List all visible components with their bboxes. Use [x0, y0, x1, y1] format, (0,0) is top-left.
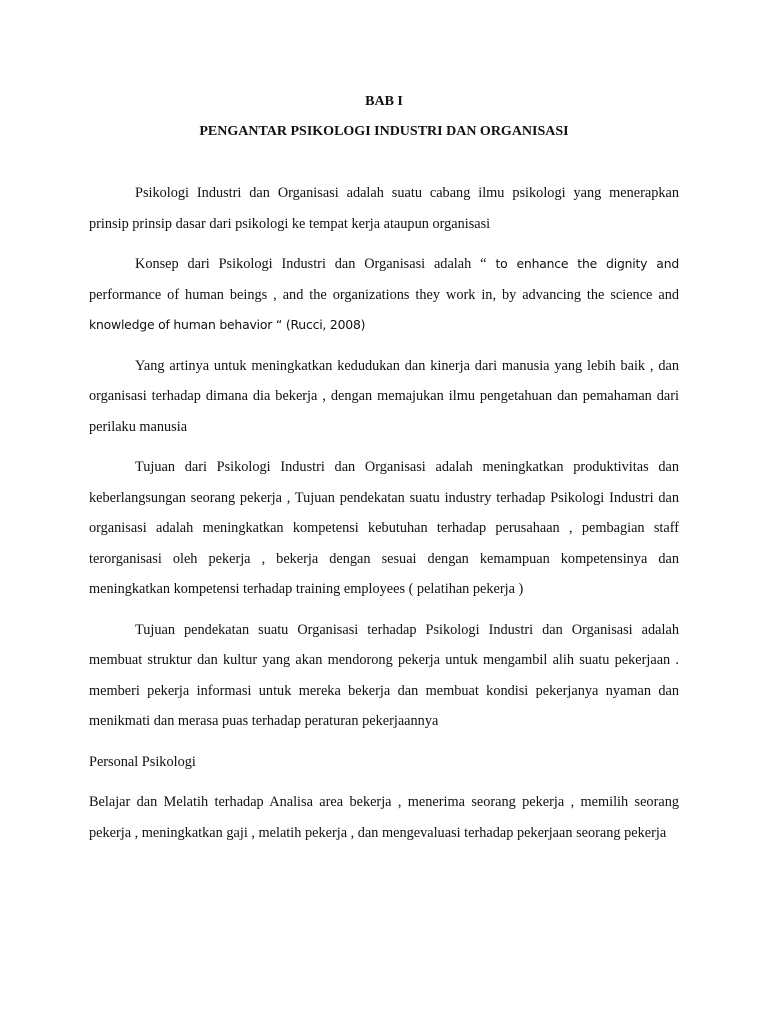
chapter-heading: BAB I [365, 94, 403, 109]
paragraph-organization-goal: Tujuan pendekatan suatu Organisasi terhadap Psikologi Industri dan Organisasi adalah membuat struktur dan kultur yang akan mendorong pekerja untuk mengambil alih suatu pekerjaan . memberi pekerja informasi untuk mereka bekerja dan membuat kondisi pekerjanya nyaman dan menikmati dan merasa puas terhadap peraturan pekerjaannya [89, 621, 679, 729]
concept-intro: Konsep dari Psikologi Industri dan Organisasi adalah “ [135, 256, 487, 272]
paragraph-definition: Psikologi Industri dan Organisasi adalah suatu cabang ilmu psikologi yang menerapkan prinsip prinsip dasar dari psikologi ke tempat kerja ataupun organisasi [89, 185, 679, 232]
paragraph-personal-psychology: Belajar dan Melatih terhadap Analisa area bekerja , menerima seorang pekerja , memilih seorang pekerja , meningkatkan gaji , melatih pekerja , dan mengevaluasi terhadap pekerjaan seorang pekerja [89, 794, 679, 841]
paragraph-meaning: Yang artinya untuk meningkatkan kedudukan dan kinerja dari manusia yang lebih baik , dan organisasi terhadap dimana dia bekerja , dengan memajukan ilmu pengetahuan dan pemahaman dari perilaku manusia [89, 357, 679, 435]
concept-quote-start: to enhance the dignity and [486, 256, 680, 271]
concept-quote-middle: performance of human beings , and the organizations they work in, by advancing the science and [89, 286, 679, 303]
section-heading-personal-psychology: Personal Psikologi [89, 753, 196, 770]
document-body [89, 178, 679, 858]
chapter-title: PENGANTAR PSIKOLOGI INDUSTRI DAN ORGANISASI [199, 124, 569, 139]
paragraph-industry-goal: Tujuan dari Psikologi Industri dan Organisasi adalah meningkatkan produktivitas dan keberlangsungan seorang pekerja , Tujuan pendekatan suatu industry terhadap Psikologi Industri dan organisasi adalah meningkatkan kompetensi kebutuhan terhadap perusahaan , pembagian staff terorganisasi oleh pekerja , bekerja dengan sesuai dengan kemampuan kompetensinya dan meningkatkan kompetensi terhadap training employees ( pelatihan pekerja ) [89, 459, 679, 597]
paragraph-concept [89, 249, 679, 341]
concept-quote-end: knowledge of human behavior “ (Rucci, 2008) [89, 317, 366, 332]
